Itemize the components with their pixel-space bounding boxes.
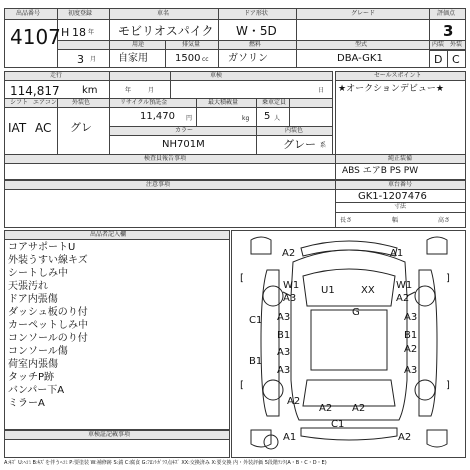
capacity: 5 [264,111,271,122]
exterior-label: 外装 [450,41,463,48]
sales-point-label: セールスポイント [374,72,422,79]
interior-grade: D [434,53,443,66]
mileage-unit: km [82,85,98,96]
damage-bracket: ] [446,273,450,284]
shift-label: シフト [10,99,29,106]
capacity-label: 乗車定員 [262,99,287,106]
era: H [61,26,70,39]
use: 自家用 [118,53,148,64]
seller-note: 荷室内張傷 [8,359,58,370]
damage-code: B1 [277,330,291,341]
ac-label: エアコン [33,99,57,106]
model: DBA-GK1 [337,53,383,64]
month-unit: 月 [90,56,97,63]
capacity-unit: 人 [274,115,281,122]
damage-code: A3 [277,365,291,376]
equipment: ABS エアB PS PW [342,166,419,176]
load-unit: kg [242,115,250,122]
damage-code: B1 [249,356,263,367]
length-label: 長さ [340,217,353,224]
recycle-label: リサイクル預託金 [120,99,168,106]
lot-no: 4107 [10,25,61,49]
color-label: 外装色 [72,99,91,106]
damage-legend: A:ｷｽﾞ U:ﾍｺﾐ B:ｷｽﾞを伴うﾍｺﾐ P:要塗装 W:補修跡 S:錆 C:腐食 G:ﾌﾛﾝﾄｶﾞﾗｽ点ｷｽﾞ XX:交換済み X:要交換 内・外装評価 5段階ﾗﾝｸ(A・B・C・D・E) [4,460,327,466]
seller-note: コンソールのり付 [8,333,88,344]
interior-color-label: 内装色 [285,127,304,134]
exterior-grade: C [452,53,460,66]
interior-color: グレー [283,138,316,151]
damage-code: A2 [352,403,366,414]
damage-code: A3 [283,293,297,304]
door-shape: W・5D [236,24,277,38]
ac: AC [35,121,52,135]
damage-bracket: [ [240,273,244,284]
inspector-title: 検査員報告事項 [144,155,187,162]
damage-code: A2 [319,403,333,414]
damage-code: XX [361,285,375,296]
damage-code: A3 [404,365,418,376]
fuel: ガソリン [228,53,268,64]
seller-note: タッチP跡 [8,372,55,383]
header-label-row-2 [57,40,466,50]
car-diagram [231,230,466,458]
sales-point: ★オークションデビュー★ [338,84,444,94]
exterior-color: グレ [70,121,92,134]
eval-score: 3 [443,22,454,40]
height-label: 高さ [438,217,451,224]
damage-code: A1 [283,432,297,443]
seller-note: カーペットしみ中 [8,320,88,331]
damage-code: W1 [396,280,413,291]
damage-code: A2 [282,248,296,259]
year: 18 [72,26,86,39]
cc-unit: cc [202,56,209,63]
cc-label: 排気量 [182,41,201,48]
damage-code: A2 [287,396,301,407]
dims-label: 寸法 [394,203,407,210]
damage-code: C1 [249,315,263,326]
history-title: 車検証記載事項 [88,431,131,438]
damage-code: A3 [404,312,418,323]
shaken-year-unit: 年 [125,87,132,94]
damage-code: G [352,307,360,318]
shaken-month-unit: 月 [148,87,155,94]
interior-color-unit: 系 [320,142,327,149]
seller-note: コンソール傷 [8,346,68,357]
door-shape-label: ドア形状 [244,10,268,17]
damage-bracket: ] [446,380,450,391]
fuel-label: 燃料 [249,41,262,48]
damage-code: A2 [396,293,410,304]
damage-bracket: [ [240,380,244,391]
month: 3 [77,53,84,66]
damage-code: C1 [331,419,345,430]
damage-code: A3 [277,347,291,358]
damage-code: B1 [404,330,418,341]
grade-label: グレード [351,10,376,17]
car-name: モビリオスパイク [118,24,214,38]
shift: IAT [8,121,27,135]
first-reg-label: 初度登録 [68,10,93,17]
seller-note: バンパー下A [8,385,65,396]
damage-code: U1 [321,285,335,296]
year-unit: 年 [88,29,95,36]
genuine-label: 純正装備 [388,155,413,162]
color-no: NH701M [162,139,205,150]
interior-label: 内装 [432,41,445,48]
use-label: 用途 [132,41,145,48]
damage-code: A2 [398,432,412,443]
seller-note: シートしみ中 [8,268,68,279]
seller-note: ドア内張傷 [8,294,58,305]
notes-title: 注意事項 [146,181,171,188]
shaken-label: 車検 [210,72,223,79]
recycle: 11,470 [140,111,175,122]
cc: 1500 [175,53,201,64]
history-box [4,430,230,458]
load-label: 最大積載量 [208,99,239,106]
car-name-label: 車名 [157,10,170,17]
mileage-label: 走行 [50,72,63,79]
shaken-day-unit: 日 [318,87,325,94]
color-no-label: カラー [175,127,194,134]
model-label: 型式 [355,41,368,48]
damage-code: A1 [390,248,404,259]
frame-label: 車台番号 [388,181,413,188]
damage-code: A2 [404,344,418,355]
mileage: 114,817 [10,84,60,98]
seller-title: 出品者記入欄 [90,231,127,238]
seller-note: ダッシュ板のり付 [8,307,88,318]
width-label: 幅 [392,217,399,224]
seller-note: 天張汚れ [8,281,48,292]
lot-no-label: 出品番号 [16,10,41,17]
seller-note: ミラーA [8,398,45,409]
recycle-unit: 円 [186,115,193,122]
damage-code: A3 [277,312,291,323]
seller-note: コアサポートU [8,242,76,253]
frame-no: GK1-1207476 [358,191,427,202]
eval-label: 評価点 [437,10,456,17]
seller-note: 外装うすい線キズ [8,255,88,266]
damage-code: W1 [283,280,300,291]
